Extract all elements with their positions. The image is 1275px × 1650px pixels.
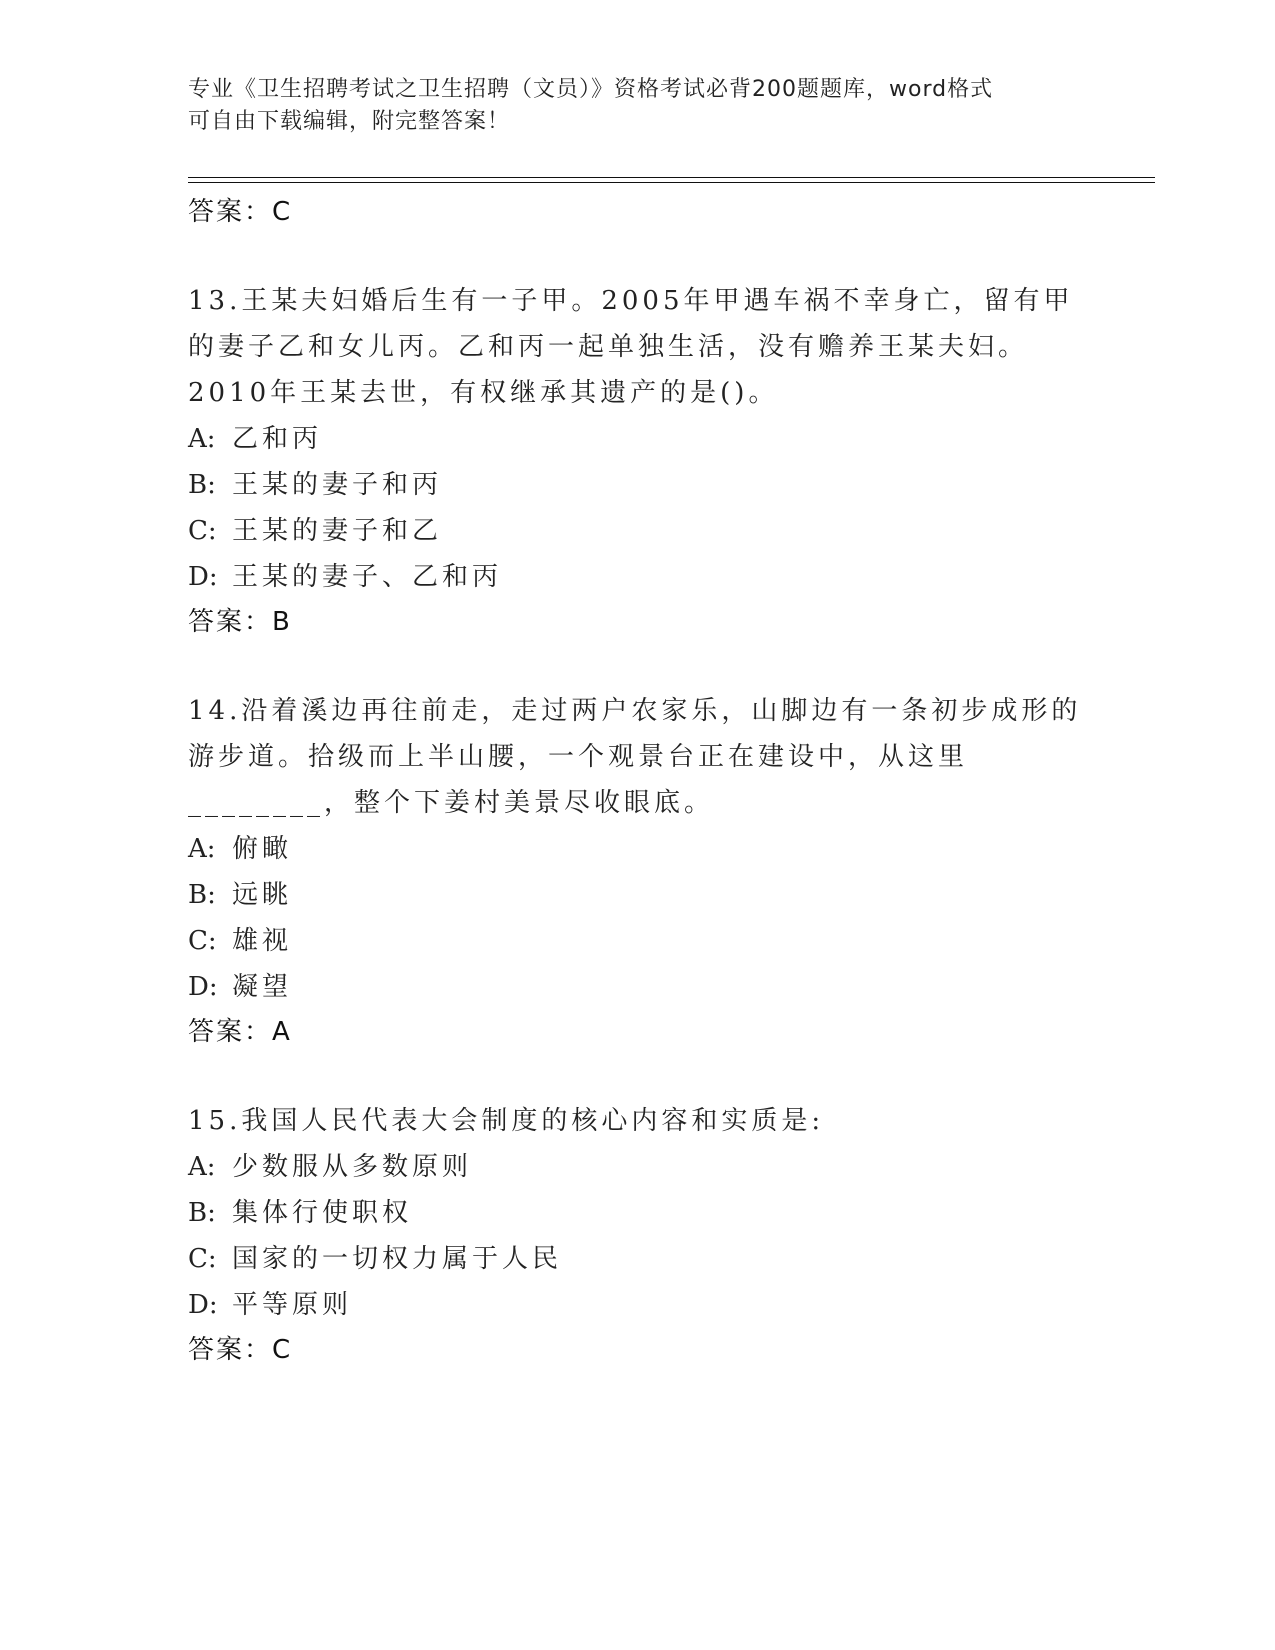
option-letter: B: [188,1198,216,1228]
option-text: 乙和丙 [232,424,323,454]
question-13 [188,278,1088,644]
option-letter: C: [188,1244,217,1274]
answer-line [188,600,1088,644]
option-text: 凝望 [232,972,293,1002]
question-stem: 14.沿着溪边再往前走，走过两户农家乐，山脚边有一条初步成形的游步道。拾级而上半山腰，一个观景台正在建设中，从这里________，整个下姜村美景尽收眼底。 [188,696,1082,818]
header-line-2: 可自由下载编辑，附完整答案！ [188,109,511,134]
question-15 [188,1098,1088,1372]
option-letter: B: [188,470,216,500]
answer-value: A [272,1017,291,1047]
option-d [188,554,1088,600]
option-a [188,1144,1088,1190]
question-stem: 15.我国人民代表大会制度的核心内容和实质是: [188,1106,825,1136]
option-letter: D: [188,1290,218,1320]
question-14 [188,688,1088,1054]
option-letter: B: [188,880,216,910]
option-text: 国家的一切权力属于人民 [232,1244,563,1274]
option-c [188,918,1088,964]
answer-value: C [272,197,292,227]
option-letter: A: [188,424,216,454]
answer-value: C [272,1335,292,1365]
option-text: 雄视 [232,926,293,956]
option-c [188,508,1088,554]
option-text: 俯瞰 [232,834,293,864]
option-text: 远眺 [232,880,293,910]
option-a [188,416,1088,462]
question-stem: 13.王某夫妇婚后生有一子甲。2005年甲遇车祸不幸身亡，留有甲的妻子乙和女儿丙。乙和丙一起单独生活，没有赡养王某夫妇。2010年王某去世，有权继承其遗产的是()。 [188,286,1074,408]
option-a [188,826,1088,872]
answer-line [188,190,1088,234]
header-rule-top [188,177,1155,178]
answer-label: 答案： [188,197,273,227]
option-text: 王某的妻子和丙 [232,470,443,500]
option-d [188,1282,1088,1328]
answer-line [188,1010,1088,1054]
option-letter: A: [188,834,216,864]
document-header [188,74,1088,138]
option-text: 平等原则 [232,1290,353,1320]
answer-line [188,1328,1088,1372]
option-c [188,1236,1088,1282]
option-letter: A: [188,1152,216,1182]
answer-label: 答案： [188,607,273,637]
header-line-1: 专业《卫生招聘考试之卫生招聘（文员）》资格考试必背200题题库，word格式 [188,77,994,102]
option-text: 集体行使职权 [232,1198,413,1228]
option-d [188,964,1088,1010]
question-list [188,190,1088,1372]
option-letter: D: [188,972,218,1002]
option-b [188,462,1088,508]
option-text: 少数服从多数原则 [232,1152,473,1182]
option-letter: C: [188,516,217,546]
option-text: 王某的妻子、乙和丙 [232,562,503,592]
option-letter: D: [188,562,218,592]
option-letter: C: [188,926,217,956]
option-b [188,872,1088,918]
header-rule-bottom [188,182,1155,183]
answer-value: B [272,607,291,637]
option-text: 王某的妻子和乙 [232,516,443,546]
answer-label: 答案： [188,1335,273,1365]
answer-label: 答案： [188,1017,273,1047]
option-b [188,1190,1088,1236]
